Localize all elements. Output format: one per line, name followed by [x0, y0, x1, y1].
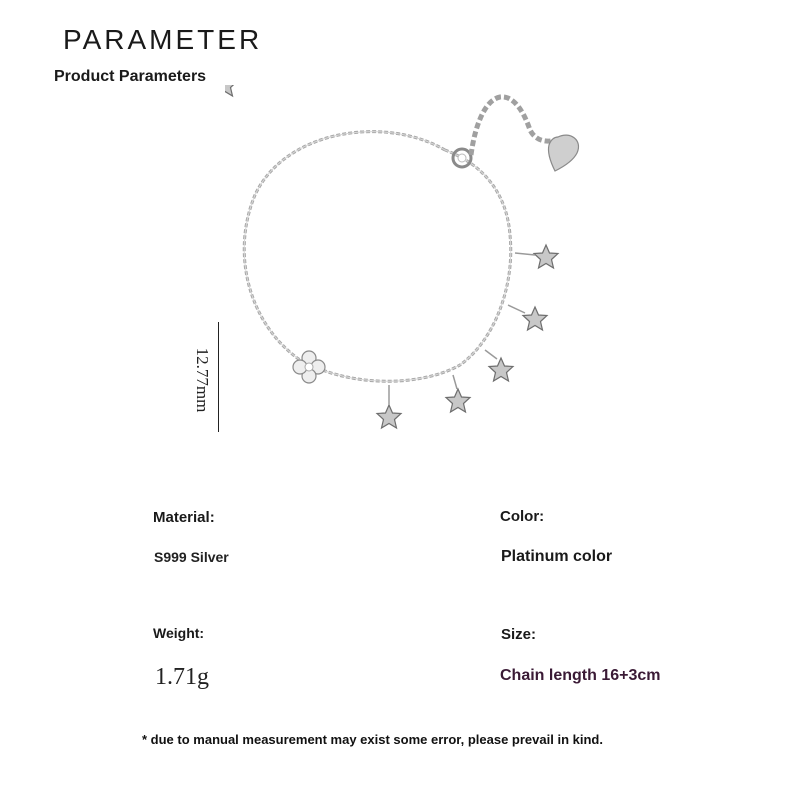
weight-label: Weight: [153, 625, 205, 641]
measurement-label [190, 330, 214, 430]
page-title: PARAMETER [63, 24, 263, 55]
measurement-line [218, 322, 219, 432]
star-charm [523, 307, 547, 330]
material-label: Material: [153, 509, 215, 526]
star-charm [489, 358, 513, 381]
section-subtitle: Product Parameters [54, 68, 207, 85]
material-value: S999 Silver [154, 549, 229, 565]
bracelet-image [225, 85, 585, 445]
star-charm [377, 405, 401, 428]
color-label: Color: [500, 508, 545, 525]
measurement-disclaimer: * due to manual measurement may exist some error, please prevail in kind. [142, 732, 603, 747]
clover-charm [293, 351, 325, 383]
star-charm [534, 245, 558, 268]
measurement-value: 12.77mm [193, 347, 212, 413]
star-charm [446, 389, 470, 412]
size-label: Size: [501, 626, 537, 643]
extender-chain [471, 97, 555, 155]
weight-value: 1.71g [155, 664, 209, 690]
color-value: Platinum color [501, 548, 613, 565]
size-value: Chain length 16+3cm [500, 667, 661, 684]
chain [244, 132, 511, 382]
heart-charm [548, 135, 578, 171]
